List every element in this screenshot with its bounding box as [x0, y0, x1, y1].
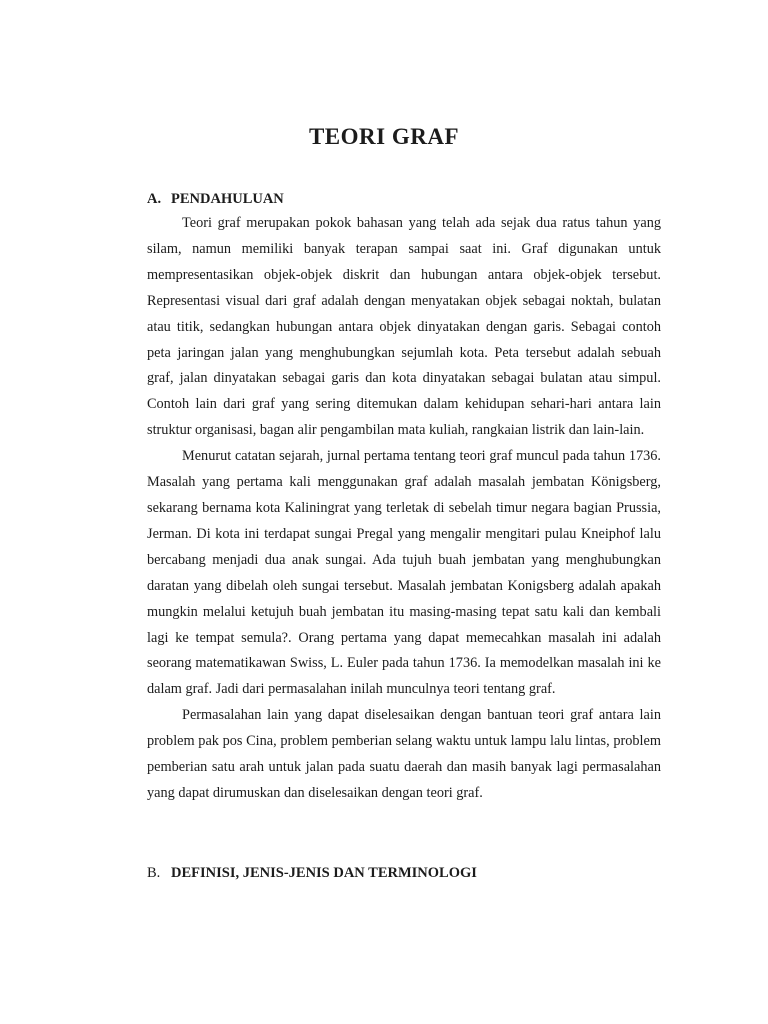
section-a-heading	[147, 191, 284, 208]
document-title: TEORI GRAF	[308, 124, 460, 149]
section-b-number: B.	[147, 865, 161, 881]
section-b-heading	[147, 865, 477, 882]
paragraph-3: Permasalahan lain yang dapat diselesaikan dengan bantuan teori graf antara lain problem pak pos Cina, problem pemberian selang waktu untuk lampu lalu lintas, problem pemberian satu arah untuk jalan pada suatu daerah dan masih banyak lagi permasalahan yang dapat dirumuskan dan diselesaikan dengan teori graf.	[147, 707, 661, 801]
section-a-number: A.	[147, 191, 162, 207]
paragraph-2: Menurut catatan sejarah, jurnal pertama tentang teori graf muncul pada tahun 1736. Masalah yang pertama kali menggunakan graf adalah masalah jembatan Königsberg, sekarang bernama kota Kaliningrat yang terletak di sebelah timur negara bagian Prussia, Jerman. Di kota ini terdapat sungai Pregal yang mengalir mengitari pulau Kneiphof lalu bercabang menjadi dua anak sungai. Ada tujuh buah jembatan yang menghubungkan daratan yang dibelah oleh sungai tersebut. Masalah jembatan Konigsberg adalah apakah mungkin melalui ketujuh buah jembatan itu masing-masing tepat satu kali dan kembali lagi ke tempat semula?. Orang pertama yang dapat memecahkan masalah ini adalah seorang matematikawan Swiss, L. Euler pada tahun 1736. Ia memodelkan masalah ini ke dalam graf. Jadi dari permasalahan inilah munculnya teori tentang graf.	[147, 448, 661, 698]
paragraph-1: Teori graf merupakan pokok bahasan yang telah ada sejak dua ratus tahun yang silam, namun memiliki banyak terapan sampai saat ini. Graf digunakan untuk mempresentasikan objek-objek diskrit dan hubungan antara objek-objek tersebut. Representasi visual dari graf adalah dengan menyatakan objek sebagai noktah, bulatan atau titik, sedangkan hubungan antara objek dinyatakan dengan garis. Sebagai contoh peta jaringan jalan yang menghubungkan sejumlah kota. Peta tersebut adalah sebuah graf, jalan dinyatakan sebagai garis dan kota dinyatakan sebagai bulatan atau simpul. Contoh lain dari graf yang sering ditemukan dalam kehidupan sehari-hari antara lain struktur organisasi, bagan alir pengambilan mata kuliah, rangkaian listrik dan lain-lain.	[147, 215, 661, 439]
section-b-title: DEFINISI, JENIS-JENIS DAN TERMINOLOGI	[171, 865, 477, 881]
section-a-title: PENDAHULUAN	[171, 191, 284, 207]
section-a-body	[147, 211, 661, 807]
